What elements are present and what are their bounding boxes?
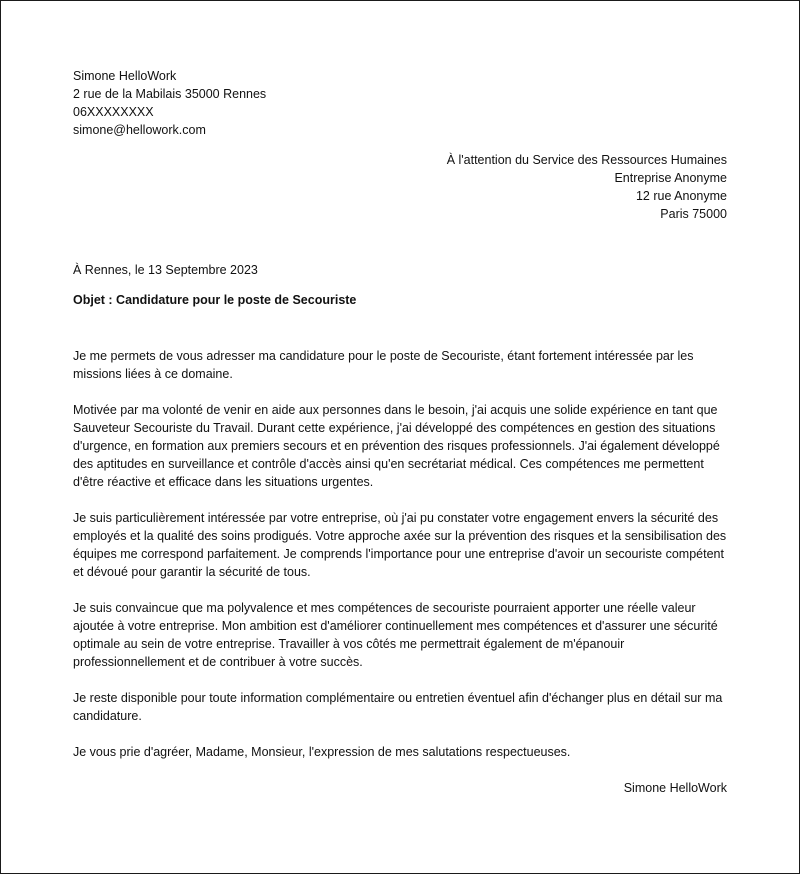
letter-body xyxy=(73,347,727,761)
date-line: À Rennes, le 13 Septembre 2023 xyxy=(73,263,258,277)
sender-email: simone@hellowork.com xyxy=(73,123,206,137)
recipient-city: Paris 75000 xyxy=(660,207,727,221)
sender-address: 2 rue de la Mabilais 35000 Rennes xyxy=(73,87,267,101)
subject-line: Objet : Candidature pour le poste de Secouriste xyxy=(73,293,357,307)
signature: Simone HelloWork xyxy=(623,781,727,795)
recipient-attention: À l'attention du Service des Ressources Humaines xyxy=(446,153,727,167)
sender-block xyxy=(73,67,727,139)
paragraph-value: Je suis convaincue que ma polyvalence et mes compétences de secouriste pourraient apporter une réelle valeur ajoutée à votre entreprise. Mon ambition est d'améliorer continuellement mes compétences et d'assurer une sécurité optimale au sein de votre entreprise. Travailler à vos côtés me permettrait également de m'épanouir professionnellement et de contribuer à votre succès. xyxy=(73,601,718,669)
paragraph-company-interest: Je suis particulièrement intéressée par votre entreprise, où j'ai pu constater votre engagement envers la sécurité des employés et la qualité des soins prodigués. Votre approche axée sur la prévention des risques et la sensibilisation des équipes me correspond parfaitement. Je comprends l'importance pour une entreprise d'avoir un secouriste compétent et dévoué pour garantir la sécurité de tous. xyxy=(73,511,727,579)
recipient-street: 12 rue Anonyme xyxy=(635,189,727,203)
paragraph-closing: Je vous prie d'agréer, Madame, Monsieur, l'expression de mes salutations respectueuses. xyxy=(73,745,571,759)
sender-phone: 06XXXXXXXX xyxy=(73,105,154,119)
sender-name: Simone HelloWork xyxy=(73,69,177,83)
paragraph-availability: Je reste disponible pour toute information complémentaire ou entretien éventuel afin d'échanger plus en détail sur ma candidature. xyxy=(73,691,723,723)
recipient-block xyxy=(73,151,727,223)
paragraph-intro: Je me permets de vous adresser ma candidature pour le poste de Secouriste, étant fortement intéressée par les missions liées à ce domaine. xyxy=(73,349,694,381)
recipient-company: Entreprise Anonyme xyxy=(614,171,727,185)
paragraph-experience: Motivée par ma volonté de venir en aide aux personnes dans le besoin, j'ai acquis une solide expérience en tant que Sauveteur Secouriste du Travail. Durant cette expérience, j'ai développé des compétences en gestion des situations d'urgence, en formation aux premiers secours et en prévention des risques professionnels. J'ai également développé des aptitudes en surveillance et contrôle d'accès ainsi qu'en secrétariat médical. Ces compétences me permettent d'être réactive et efficace dans les situations urgentes. xyxy=(73,403,720,489)
